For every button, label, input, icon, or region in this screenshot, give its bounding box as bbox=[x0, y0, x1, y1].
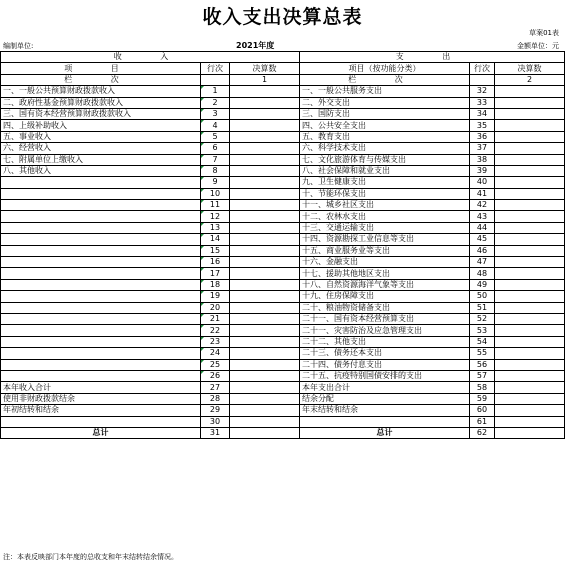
expense-amount bbox=[495, 302, 565, 313]
table-row bbox=[1, 120, 565, 131]
amount-header-2: 决算数 bbox=[495, 63, 565, 74]
expense-amount bbox=[495, 97, 565, 108]
expense-row-no: 39 bbox=[470, 165, 495, 176]
income-row-no: 3 bbox=[201, 108, 230, 119]
income-row-no: 25 bbox=[201, 359, 230, 370]
income-header: 收 入 bbox=[1, 52, 300, 63]
income-amount bbox=[230, 165, 300, 176]
expense-amount bbox=[495, 325, 565, 336]
expense-row-no: 40 bbox=[470, 177, 495, 188]
table-row bbox=[1, 86, 565, 97]
income-row-no: 11 bbox=[201, 200, 230, 211]
income-item-label: 七、附属单位上缴收入 bbox=[1, 154, 201, 165]
expense-amount bbox=[495, 348, 565, 359]
income-row-no: 10 bbox=[201, 188, 230, 199]
expense-amount bbox=[495, 143, 565, 154]
income-row-no: 12 bbox=[201, 211, 230, 222]
expense-item-label: 八、社会保障和就业支出 bbox=[300, 165, 470, 176]
income-amount bbox=[230, 325, 300, 336]
income-item-label bbox=[1, 302, 201, 313]
expense-row-no: 57 bbox=[470, 370, 495, 381]
expense-row-no: 54 bbox=[470, 336, 495, 347]
page-title: 收入支出决算总表 bbox=[202, 6, 363, 28]
income-amount bbox=[230, 313, 300, 324]
table-row bbox=[1, 348, 565, 359]
expense-row-no: 33 bbox=[470, 97, 495, 108]
table-row bbox=[1, 405, 565, 416]
expense-row-no: 34 bbox=[470, 108, 495, 119]
income-amount bbox=[230, 143, 300, 154]
income-row-no: 19 bbox=[201, 291, 230, 302]
income-row-no: 27 bbox=[201, 382, 230, 393]
income-item-label bbox=[1, 279, 201, 290]
income-item-label bbox=[1, 348, 201, 359]
income-item-label: 使用非财政拨款结余 bbox=[1, 393, 201, 404]
table-row bbox=[1, 268, 565, 279]
income-amount bbox=[230, 131, 300, 142]
footnote: 注：本表反映部门本年度的总收支和年末结转结余情况。 bbox=[3, 553, 178, 561]
expense-item-label: 结余分配 bbox=[300, 393, 470, 404]
meta-row bbox=[0, 38, 565, 50]
expense-item-label: 年末结转和结余 bbox=[300, 405, 470, 416]
expense-amount bbox=[495, 177, 565, 188]
expense-item-label: 十一、城乡社区支出 bbox=[300, 200, 470, 211]
table-row bbox=[1, 154, 565, 165]
table-row bbox=[1, 359, 565, 370]
table-row bbox=[1, 336, 565, 347]
expense-item-label: 二十三、债务还本支出 bbox=[300, 348, 470, 359]
income-amount bbox=[230, 393, 300, 404]
expense-amount bbox=[495, 268, 565, 279]
expense-item-label: 二十一、灾害防治及应急管理支出 bbox=[300, 325, 470, 336]
expense-item-label: 十二、农林水支出 bbox=[300, 211, 470, 222]
expense-item-label: 十七、援助其他地区支出 bbox=[300, 268, 470, 279]
expense-amount bbox=[495, 313, 565, 324]
expense-amount bbox=[495, 336, 565, 347]
income-item-label bbox=[1, 200, 201, 211]
income-item-label bbox=[1, 268, 201, 279]
table-row bbox=[1, 291, 565, 302]
expense-row-no: 38 bbox=[470, 154, 495, 165]
expense-row-no: 41 bbox=[470, 188, 495, 199]
income-item-label bbox=[1, 211, 201, 222]
income-amount bbox=[230, 336, 300, 347]
expense-row-no: 50 bbox=[470, 291, 495, 302]
income-amount bbox=[230, 416, 300, 427]
table-row bbox=[1, 416, 565, 427]
income-amount bbox=[230, 234, 300, 245]
expense-item-label: 二十一、国有资本经营预算支出 bbox=[300, 313, 470, 324]
income-row-no: 31 bbox=[201, 427, 230, 438]
budget-table bbox=[0, 51, 565, 439]
expense-amount bbox=[495, 257, 565, 268]
income-amount bbox=[230, 279, 300, 290]
expense-row-no: 42 bbox=[470, 200, 495, 211]
income-amount bbox=[230, 200, 300, 211]
expense-row-no: 36 bbox=[470, 131, 495, 142]
expense-amount bbox=[495, 416, 565, 427]
income-row-no: 7 bbox=[201, 154, 230, 165]
money-unit: 金额单位：元 bbox=[517, 42, 559, 50]
expense-amount bbox=[495, 291, 565, 302]
expense-row-no: 32 bbox=[470, 86, 495, 97]
expense-item-label: 一、一般公共服务支出 bbox=[300, 86, 470, 97]
expense-item-label: 总计 bbox=[300, 427, 470, 438]
table-row bbox=[1, 222, 565, 233]
income-item-label bbox=[1, 336, 201, 347]
income-amount bbox=[230, 108, 300, 119]
income-amount bbox=[230, 222, 300, 233]
expense-amount bbox=[495, 188, 565, 199]
expense-row-no: 35 bbox=[470, 120, 495, 131]
income-item-label bbox=[1, 370, 201, 381]
expense-item-label: 十四、资源勘探工业信息等支出 bbox=[300, 234, 470, 245]
table-code: 草案01表 bbox=[529, 29, 559, 37]
expense-amount bbox=[495, 165, 565, 176]
expense-item-label: 十、节能环保支出 bbox=[300, 188, 470, 199]
amount-header: 决算数 bbox=[230, 63, 300, 74]
expense-item-label: 十六、金融支出 bbox=[300, 257, 470, 268]
expense-item-label bbox=[300, 416, 470, 427]
income-amount bbox=[230, 211, 300, 222]
column-label: 栏 次 bbox=[1, 74, 201, 85]
income-amount bbox=[230, 177, 300, 188]
income-item-label bbox=[1, 257, 201, 268]
table-row bbox=[1, 313, 565, 324]
expense-row-no: 48 bbox=[470, 268, 495, 279]
expense-amount bbox=[495, 359, 565, 370]
expense-amount bbox=[495, 154, 565, 165]
table-row bbox=[1, 200, 565, 211]
income-row-no: 26 bbox=[201, 370, 230, 381]
expense-header: 支 出 bbox=[300, 52, 565, 63]
income-row-no: 8 bbox=[201, 165, 230, 176]
expense-amount bbox=[495, 382, 565, 393]
table-row bbox=[1, 165, 565, 176]
expense-row-no: 55 bbox=[470, 348, 495, 359]
income-row-no: 17 bbox=[201, 268, 230, 279]
expense-amount bbox=[495, 427, 565, 438]
income-item-label bbox=[1, 359, 201, 370]
table-row bbox=[1, 131, 565, 142]
income-item-label bbox=[1, 245, 201, 256]
income-amount bbox=[230, 120, 300, 131]
expense-amount bbox=[495, 211, 565, 222]
income-item-label: 年初结转和结余 bbox=[1, 405, 201, 416]
expense-row-no: 53 bbox=[470, 325, 495, 336]
income-item-label bbox=[1, 222, 201, 233]
expense-item-label: 十三、交通运输支出 bbox=[300, 222, 470, 233]
income-row-no: 13 bbox=[201, 222, 230, 233]
unit-label: 编制单位: bbox=[3, 42, 34, 50]
income-row-no: 5 bbox=[201, 131, 230, 142]
income-row-no: 22 bbox=[201, 325, 230, 336]
expense-row-no: 47 bbox=[470, 257, 495, 268]
income-row-no: 2 bbox=[201, 97, 230, 108]
income-amount bbox=[230, 154, 300, 165]
expense-amount bbox=[495, 86, 565, 97]
expense-row-no: 61 bbox=[470, 416, 495, 427]
header-row-2 bbox=[1, 63, 565, 74]
table-row bbox=[1, 370, 565, 381]
income-row-no: 29 bbox=[201, 405, 230, 416]
income-amount bbox=[230, 291, 300, 302]
expense-item-label: 五、教育支出 bbox=[300, 131, 470, 142]
income-amount bbox=[230, 86, 300, 97]
income-item-label bbox=[1, 313, 201, 324]
expense-row-no: 37 bbox=[470, 143, 495, 154]
expense-amount bbox=[495, 279, 565, 290]
expense-item-label: 二十二、其他支出 bbox=[300, 336, 470, 347]
income-item-label: 本年收入合计 bbox=[1, 382, 201, 393]
income-row-no: 4 bbox=[201, 120, 230, 131]
expense-item-label: 九、卫生健康支出 bbox=[300, 177, 470, 188]
column-label-empty-2 bbox=[470, 74, 495, 85]
income-row-no: 23 bbox=[201, 336, 230, 347]
expense-amount bbox=[495, 393, 565, 404]
income-item-label bbox=[1, 234, 201, 245]
income-item-label bbox=[1, 291, 201, 302]
income-item-label: 二、政府性基金预算财政拨款收入 bbox=[1, 97, 201, 108]
table-row bbox=[1, 382, 565, 393]
income-row-no: 30 bbox=[201, 416, 230, 427]
expense-amount bbox=[495, 234, 565, 245]
income-item-label: 四、上级补助收入 bbox=[1, 120, 201, 131]
income-row-no: 1 bbox=[201, 86, 230, 97]
table-row bbox=[1, 97, 565, 108]
income-amount bbox=[230, 188, 300, 199]
table-row bbox=[1, 427, 565, 438]
expense-item-label: 十九、住房保障支出 bbox=[300, 291, 470, 302]
income-item-label bbox=[1, 188, 201, 199]
expense-row-no: 43 bbox=[470, 211, 495, 222]
income-row-no: 9 bbox=[201, 177, 230, 188]
income-row-no: 28 bbox=[201, 393, 230, 404]
expense-row-no: 62 bbox=[470, 427, 495, 438]
income-amount bbox=[230, 257, 300, 268]
income-amount bbox=[230, 348, 300, 359]
item-header: 项 目 bbox=[1, 63, 201, 74]
income-amount bbox=[230, 370, 300, 381]
table-row bbox=[1, 188, 565, 199]
table-row bbox=[1, 143, 565, 154]
income-item-label bbox=[1, 325, 201, 336]
expense-amount bbox=[495, 108, 565, 119]
income-row-no: 14 bbox=[201, 234, 230, 245]
income-amount bbox=[230, 302, 300, 313]
income-item-label bbox=[1, 416, 201, 427]
expense-row-no: 52 bbox=[470, 313, 495, 324]
expense-item-label: 本年支出合计 bbox=[300, 382, 470, 393]
expense-amount bbox=[495, 200, 565, 211]
table-row bbox=[1, 177, 565, 188]
expense-item-label: 十五、商业服务业等支出 bbox=[300, 245, 470, 256]
column-label-empty bbox=[201, 74, 230, 85]
expense-item-label: 二、外交支出 bbox=[300, 97, 470, 108]
income-row-no: 6 bbox=[201, 143, 230, 154]
income-amount bbox=[230, 359, 300, 370]
expense-amount bbox=[495, 405, 565, 416]
expense-row-no: 49 bbox=[470, 279, 495, 290]
expense-item-label: 二十、粮油物资储备支出 bbox=[300, 302, 470, 313]
income-item-label bbox=[1, 177, 201, 188]
income-row-no: 21 bbox=[201, 313, 230, 324]
expense-row-no: 59 bbox=[470, 393, 495, 404]
income-item-label: 三、国有资本经营预算财政拨款收入 bbox=[1, 108, 201, 119]
expense-row-no: 58 bbox=[470, 382, 495, 393]
expense-row-no: 60 bbox=[470, 405, 495, 416]
expense-row-no: 45 bbox=[470, 234, 495, 245]
expense-row-no: 46 bbox=[470, 245, 495, 256]
table-row bbox=[1, 211, 565, 222]
column-label-2: 栏 次 bbox=[300, 74, 470, 85]
expense-row-no: 51 bbox=[470, 302, 495, 313]
income-item-label: 总计 bbox=[1, 427, 201, 438]
header-row-1 bbox=[1, 52, 565, 63]
income-amount bbox=[230, 97, 300, 108]
expense-item-label: 七、文化旅游体育与传媒支出 bbox=[300, 154, 470, 165]
expense-item-header: 项目（按功能分类） bbox=[300, 63, 470, 74]
header-row-3 bbox=[1, 74, 565, 85]
table-row bbox=[1, 257, 565, 268]
expense-row-no: 56 bbox=[470, 359, 495, 370]
expense-amount bbox=[495, 222, 565, 233]
row-no-header-2: 行次 bbox=[470, 63, 495, 74]
expense-item-label: 三、国防支出 bbox=[300, 108, 470, 119]
table-row bbox=[1, 234, 565, 245]
expense-item-label: 二十四、债务付息支出 bbox=[300, 359, 470, 370]
table-row bbox=[1, 279, 565, 290]
expense-item-label: 二十五、抗疫特别国债安排的支出 bbox=[300, 370, 470, 381]
income-amount bbox=[230, 382, 300, 393]
expense-item-label: 十八、自然资源海洋气象等支出 bbox=[300, 279, 470, 290]
expense-item-label: 四、公共安全支出 bbox=[300, 120, 470, 131]
income-row-no: 24 bbox=[201, 348, 230, 359]
expense-amount bbox=[495, 131, 565, 142]
income-row-no: 18 bbox=[201, 279, 230, 290]
expense-row-no: 44 bbox=[470, 222, 495, 233]
income-row-no: 16 bbox=[201, 257, 230, 268]
income-item-label: 五、事业收入 bbox=[1, 131, 201, 142]
fiscal-year: 2021年度 bbox=[236, 41, 275, 50]
income-row-no: 15 bbox=[201, 245, 230, 256]
income-item-label: 六、经营收入 bbox=[1, 143, 201, 154]
income-row-no: 20 bbox=[201, 302, 230, 313]
income-amount bbox=[230, 245, 300, 256]
income-item-label: 八、其他收入 bbox=[1, 165, 201, 176]
expense-amount bbox=[495, 245, 565, 256]
table-row bbox=[1, 325, 565, 336]
income-amount bbox=[230, 427, 300, 438]
table-row bbox=[1, 393, 565, 404]
table-row bbox=[1, 108, 565, 119]
expense-amount bbox=[495, 370, 565, 381]
column-2: 2 bbox=[495, 74, 565, 85]
expense-amount bbox=[495, 120, 565, 131]
income-amount bbox=[230, 405, 300, 416]
expense-item-label: 六、科学技术支出 bbox=[300, 143, 470, 154]
table-row bbox=[1, 245, 565, 256]
column-1: 1 bbox=[230, 74, 300, 85]
table-row bbox=[1, 302, 565, 313]
income-amount bbox=[230, 268, 300, 279]
row-no-header: 行次 bbox=[201, 63, 230, 74]
income-item-label: 一、一般公共预算财政拨款收入 bbox=[1, 86, 201, 97]
